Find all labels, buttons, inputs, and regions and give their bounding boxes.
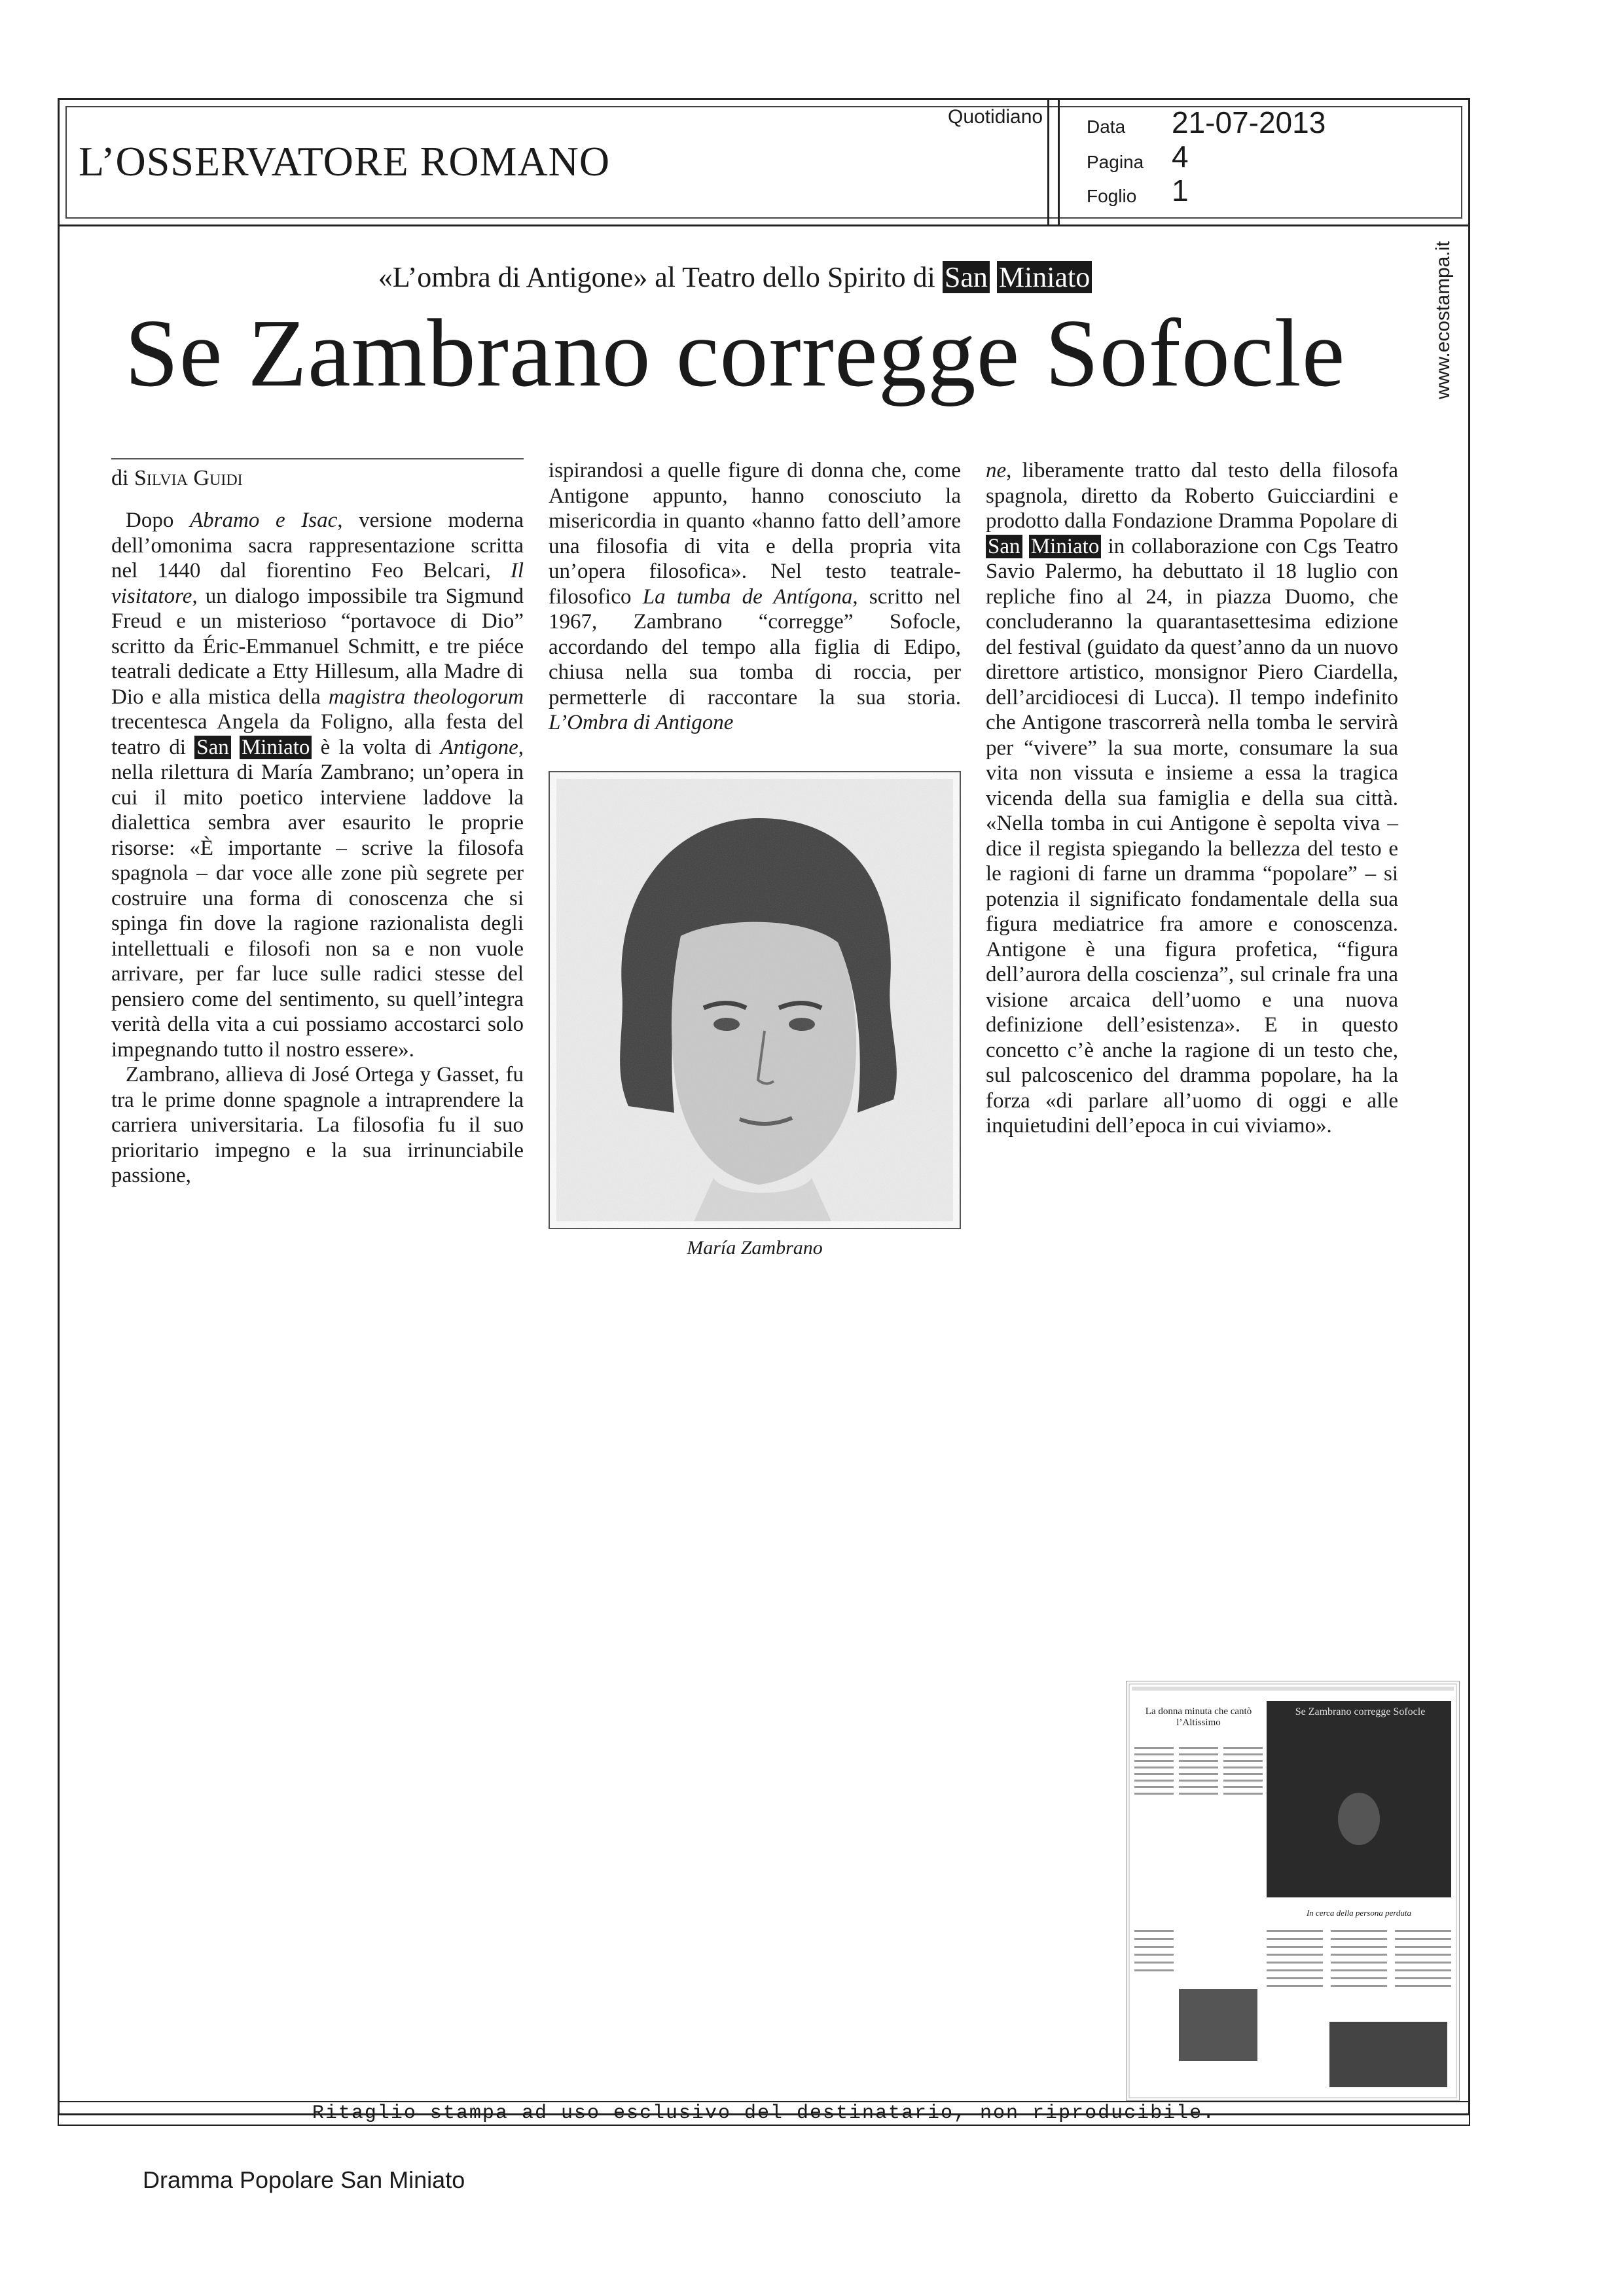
date-value: 21-07-2013 — [1172, 105, 1326, 139]
date-label: Data — [1087, 117, 1126, 137]
periodicity: Quotidiano — [948, 106, 1043, 128]
highlight-san: San — [943, 261, 990, 293]
newspaper-name: L’OSSERVATORE ROMANO — [79, 138, 611, 185]
header-divider — [1047, 98, 1049, 226]
page-label: Pagina — [1087, 152, 1144, 172]
footer-notice: Ritaglio stampa ad uso esclusivo del destinatario, non riproducibile. — [312, 2102, 1216, 2125]
client-name: Dramma Popolare San Miniato — [143, 2166, 465, 2193]
sheet-label: Foglio — [1087, 186, 1137, 206]
thumbnail-headline-left: La donna minuta che cantò l’Altissimo — [1145, 1706, 1252, 1728]
page-value: 4 — [1172, 139, 1189, 173]
thumbnail-layout — [1127, 1681, 1459, 2100]
byline — [111, 466, 243, 491]
source-url: www.ecostampa.it — [1432, 241, 1454, 399]
highlight-san: San — [194, 736, 231, 759]
thumbnail-headline-right: Se Zambrano corregge Sofocle — [1295, 1706, 1426, 1717]
column-1 — [111, 508, 524, 1189]
highlight-miniato: Miniato — [1029, 535, 1102, 558]
highlight-miniato: Miniato — [240, 736, 312, 759]
paragraph: ne, liberamente tratto dal testo della filosofa spagnola, diretto da Roberto Guicciardini e prodotto dalla Fondazione Dramma Popolare di San Miniato in collaborazione con Cgs Teatro Savio Palermo, ha debuttato il 18 luglio con repliche fino al 24, in piazza Duomo, che concluderanno la quarantasettesima edizione del festival (guidato da quest’anno da un nuovo direttore artistico, monsignor Piero Ciardella, dell’arcidiocesi di Lucca). Il tempo indefinito che Antigone trascorrerà nella tomba le servirà per “vivere” la sua morte, consumare la sua vita non vissuta e insieme a essa la tragica vicenda della sua famiglia e della sua città. «Nella tomba in cui Antigone è sepolta viva – dice il regista spiegando la bellezza del testo e le ragioni di farne un dramma “popolare” – si potenzia il significato fondamentale della sua figura mediatrice fra amore e conoscenza. Antigone è una figura profetica, “figura dell’aurora della coscienza”, sul crinale fra una visione arcaica dell’uomo e una nuova definizione dell’esistenza». E in questo concetto c’è anche la ragione di un testo che, sul palcoscenico del dramma popolare, ha la forza «di parlare all’uomo di oggi e alle inquietudini dell’epoca in cui viviamo». — [986, 459, 1399, 1138]
byline-author: Silvia Guidi — [134, 466, 243, 490]
column-3 — [986, 458, 1398, 1139]
header-divider — [1058, 98, 1060, 226]
kicker-text: «L’ombra di Antigone» al Teatro dello Spirito di — [378, 261, 935, 293]
portrait-photo — [549, 771, 961, 1229]
column-2 — [549, 458, 961, 736]
page-thumbnail — [1126, 1681, 1460, 2101]
thumbnail-subhead: In cerca della persona perduta — [1306, 1908, 1412, 1918]
headline: Se Zambrano corregge Sofocle — [124, 300, 1346, 407]
byline-prefix: di — [111, 466, 129, 490]
kicker — [0, 260, 1470, 294]
byline-rule — [111, 458, 524, 459]
sheet-value: 1 — [1172, 173, 1189, 207]
highlight-san: San — [986, 535, 1022, 558]
portrait-illustration — [550, 772, 960, 1228]
paragraph: Zambrano, allieva di José Ortega y Gasset, fu tra le prime donne spagnole a intraprendere la carriera universitaria. La filosofia fu il suo prioritario impegno e la sua irrinunciabile passione, — [111, 1063, 524, 1187]
paragraph: Dopo Abramo e Isac, versione moderna dell’omonima sacra rappresentazione scritta nel 1440 dal fiorentino Feo Belcari, Il visitatore, un dialogo impossibile tra Sigmund Freud e un misterioso “portavoce di Dio” scritto da Éric-Emmanuel Schmitt, e tre piéce teatrali dedicate a Etty Hillesum, alla Madre di Dio e alla mistica della magistra theologorum trecentesca Angela da Foligno, alla festa del teatro di San Miniato è la volta di Antigone, nella rilettura di María Zambrano; un’opera in cui il mito poetico interviene laddove la dialettica sembra aver esaurito le proprie risorse: «È importante – scrive la filosofa spagnola – dar voce alle zone più segrete per costruire una forma di conoscenza che si spinga fin dove la ragione razionalista degli intellettuali e filosofi non sa e non vuole arrivare, per far luce sulle radici stesse del pensiero come del sentimento, su quell’integra verità della vita a cui possiamo accostarci solo impegnando tutto il nostro essere». — [111, 509, 524, 1062]
highlight-miniato: Miniato — [997, 261, 1092, 293]
photo-caption: María Zambrano — [687, 1237, 823, 1259]
paragraph: ispirandosi a quelle figure di donna che, come Antigone appunto, hanno conosciuto la misericordia in quanto «hanno fatto dell’amore una filosofia di vita e della propria vita un’opera filosofica». Nel testo teatrale-filosofico La tumba de Antígona, scritto nel 1967, Zambrano “corregge” Sofocle, accordando del tempo alla figlia di Edipo, chiusa nella sua tomba di roccia, per permetterle di raccontare la sua storia. L’Ombra di Antigone — [549, 459, 961, 734]
